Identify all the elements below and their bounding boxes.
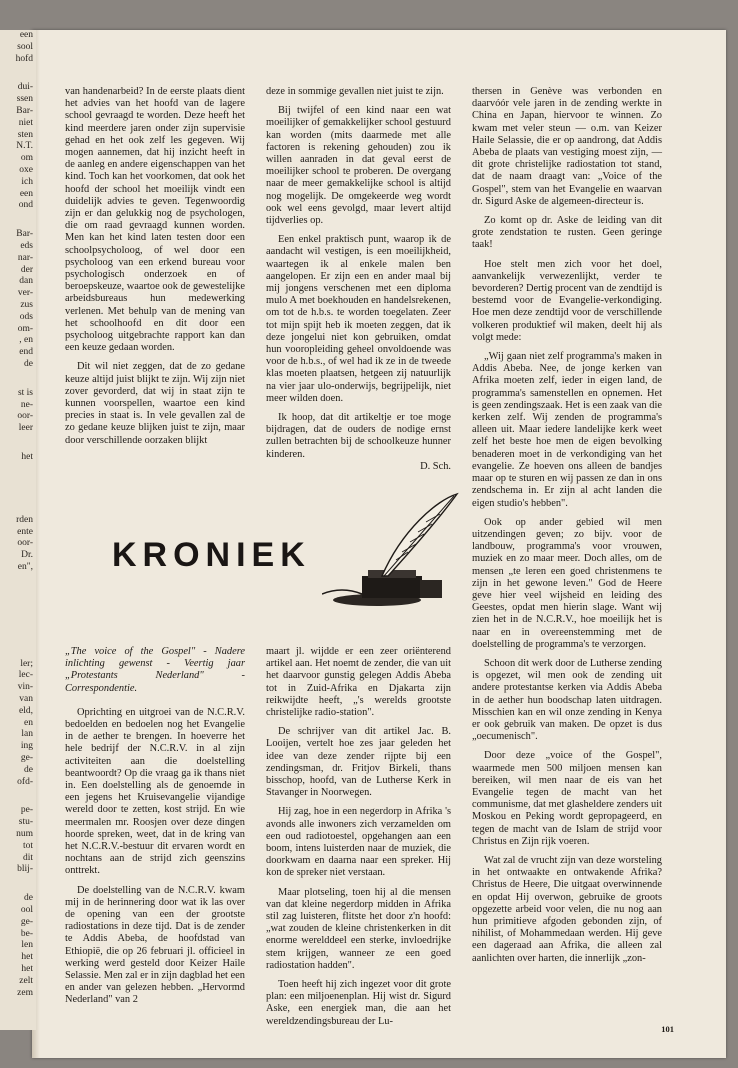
previous-page-fragment	[0, 371, 36, 388]
article-signature: D. Sch.	[420, 460, 451, 472]
previous-page-fragment	[0, 212, 36, 229]
previous-page-fragment: rden	[16, 514, 33, 525]
section-heading: KRONIEK	[112, 536, 311, 574]
previous-page-fragment: niet	[18, 117, 33, 128]
previous-page-fragment: sten	[17, 129, 33, 140]
previous-page-fragment: ver-	[17, 288, 33, 299]
previous-page-fragment: vin-	[17, 682, 33, 693]
previous-page-fragment: het	[21, 952, 33, 963]
paragraph: Bij twijfel of een kind naar een wat moeilijker of gemakkelijker school gestuurd kan worden (mits daarmede met alle factoren is rekening gehouden) zou ik willen aanraden in dat geval eerst de moeilijker school te proberen. De overgang naar de meer gemakkelijke school is altijd nog mogelijk. De omgekeerde weg wordt ook wel eens gevolgd, maar levert altijd tijdverlies op.	[266, 105, 451, 227]
quill-inkwell-icon	[322, 490, 462, 610]
previous-page-fragment	[0, 642, 36, 659]
paragraph: Toen heeft hij zich ingezet voor dit grote plan: een miljoenenplan. Hij wist dr. Sigurd Aske, een energiek man, die aan het wereldzendingsbureau der Lu-	[266, 979, 451, 1027]
previous-page-fragment: een	[19, 188, 33, 199]
previous-page-fragment: ing	[20, 741, 33, 752]
previous-page-fragment: en",	[17, 561, 33, 572]
paragraph: Ik hoop, dat dit artikeltje er toe moge bijdragen, dat de ouders de nodige ernst zullen betrachten bij de schoolkeuze hunner kinderen.	[266, 412, 451, 460]
previous-page-fragment: end	[19, 347, 33, 358]
previous-page-fragment: lan	[21, 729, 33, 740]
previous-page-fragment: len	[21, 940, 33, 951]
previous-page-fragment	[0, 591, 36, 608]
previous-page-fragment: tot	[22, 840, 33, 851]
previous-page-fragment: pe-	[20, 805, 33, 816]
previous-page-fragment	[0, 625, 36, 642]
previous-page-fragment: ool	[20, 905, 33, 916]
previous-page-fragment: hofd	[15, 53, 33, 64]
previous-page-fragment: ssen	[16, 94, 33, 105]
article-column-3	[472, 86, 662, 965]
paragraph: Oprichting en uitgroei van de N.C.R.V. bedoelden en bedoelen nog het Evangelie in de aether te brengen. In hoeverre het hele bedrijf der N.C.R.V. in al zijn activiteiten aan die doelstelling beantwoordt? Op die vraag ga ik thans niet in. Een doelstelling als de genoemde in een jegens het Kruisevangelie vijandige wereld door te zetten, kost strijd. En wie meermalen mr. Roosjen over deze dingen hoorde spreken, weet, dat in de kring van het N.C.R.V.-bestuur dit ervaren wordt en nochtans aan de strijd zich geenszins onttrekt.	[65, 706, 245, 877]
previous-page-fragment: ne-	[20, 399, 33, 410]
previous-page-fragment: zelt	[19, 975, 33, 986]
previous-page-fragment: het	[21, 451, 33, 462]
previous-page-fragment: leer	[18, 423, 33, 434]
previous-page-fragment: ods	[19, 311, 33, 322]
previous-page-fragment: ler;	[20, 658, 33, 669]
previous-page-fragment: en	[24, 717, 33, 728]
previous-page-fragment: blij-	[17, 864, 33, 875]
previous-page-fragment: van	[19, 694, 33, 705]
previous-page-fragment: num	[16, 829, 33, 840]
previous-page-fragment: sool	[17, 41, 33, 52]
previous-page-fragment	[0, 435, 36, 452]
previous-page-fragment: ente	[17, 526, 33, 537]
previous-page-fragment: om	[20, 153, 33, 164]
previous-page-fragment: dui-	[17, 82, 33, 93]
paragraph: van handenarbeid? In de eerste plaats dient het advies van het hoofd van de lagere school gevraagd te worden. Deze heeft het kind meerdere jaren onder zijn supervisie gehad en het ook zelf les gegeven. Wij mogen aannemen, dat hij inzicht heeft in de aanleg en andere eigenschappen van het kind. Toch kan het voorkomen, dat ook het hoofd der school het moeilijk vindt een duidelijk advies te geven. Tegenwoordig zijn er dan gelukkig nog de psychologen, die om raad gevraagd kunnen worden. Men kan het kind laten testen door een schoolpsycholoog, of wel door een psycholoog van een erkend bureau voor psychologisch onderzoek en of beroepskeuze, waartoe ook de gewestelijke arbeidsbureaus hun medewerking verlenen. Met behulp van de mening van het schoolhoofd en dit door een psycholoog uitgebrachte rapport kan dan een keuze gedaan worden.	[65, 86, 245, 354]
paragraph: Hij zag, hoe in een negerdorp in Afrika 's avonds alle inwoners zich verzamelden om een oud radiotoestel, opgehangen aan een boom, intens luisterden naar de muziek, die doorkwam en daarna naar een spreker. Hij kon de spreker niet verstaan.	[266, 806, 451, 879]
paragraph: thersen in Genève was verbonden en daarvóór vele jaren in de zending werkte in China en Japan, hiervoor te winnen. Zo kwam met veler steun — o.m. van Keizer Haile Selassie, die er op aandrong, dat Addis Abeba de plaats van vestiging moest zijn, — dit grote christelijke radiostation tot stand, dat de naam draagt van: „Voice of the Gospel", stem van het Evangelie en waarvan dr. Sigurd Aske de algemeen-directeur is.	[472, 86, 662, 207]
page-number: 101	[661, 1024, 674, 1034]
previous-page-fragment: ofd-	[17, 776, 33, 787]
paragraph: Dit wil niet zeggen, dat de zo gedane keuze altijd juist blijkt te zijn. Wij zijn niet zover gevorderd, dat wij in staat zijn te kunnen voorspellen, waartoe een kind precies in staat is. In vele gevallen zal de zo gedane keuze blijken juist te zijn, maar door verschillende oorzaken blijkt	[65, 361, 245, 446]
previous-page-fragment	[0, 608, 36, 625]
previous-page-fragment: dit	[22, 852, 33, 863]
previous-page-fragment: Dr.	[21, 550, 33, 561]
previous-page-edge	[0, 30, 36, 1030]
previous-page-fragment: oor-	[17, 411, 33, 422]
previous-page-fragment: de	[24, 893, 33, 904]
magazine-page	[32, 30, 726, 1058]
previous-page-fragment: het	[21, 964, 33, 975]
paragraph: Door deze „voice of the Gospel", waarmede men 500 miljoen mensen kan bereiken, wil men naar de eis van het Evangelie tegen de macht van het communisme, dat met glasheldere zenders uit Moskou en Peking wordt gepropageerd, en tegen de macht van de Islam de strijd voor Christus en Zijn rijk voeren.	[472, 750, 662, 847]
previous-page-fragment: ge-	[20, 753, 33, 764]
article-column-2-bottom	[266, 646, 451, 1028]
previous-page-fragment: be-	[20, 928, 33, 939]
article-intro: „The voice of the Gospel" - Nadere inlichting gewenst - Veertig jaar „Protestants Nederland" - Correspondentie.	[65, 646, 245, 694]
paragraph: Schoon dit werk door de Lutherse zending is opgezet, wil men ook de zending uit andere protestantse kerken via Addis Abeba in de aether hun boodschap laten uitdragen. Misschien kan en wil onze zending in Kenya er ook gebruik van maken. De opzet is dus „oecumenisch".	[472, 657, 662, 743]
previous-page-fragment	[0, 876, 36, 893]
paragraph: Wat zal de vrucht zijn van deze worsteling in het ontwaakte en ontwakende Afrika? Christus de Heere, Die uitgaat overwinnende en opdat Hij overwon, gebruike de groots opgezette arbeid voor velen, die nu nog aan hun primitieve afgoden gebonden zijn, of nihilist, of Mohammedaan werden. Hij geve een dageraad aan Afrika, die alleen zal aanlichten over harten, die innerlijk „zon-	[472, 854, 662, 964]
previous-page-fragment: ond	[18, 200, 33, 211]
previous-page-fragment: de	[24, 358, 33, 369]
article-column-1-top	[65, 86, 245, 447]
paragraph: Een enkel praktisch punt, waarop ik de aandacht wil vestigen, is een moeilijkheid, waartegen ik al enkele malen ben aangelopen. Er zijn een en ander maal bij mij jongens verschenen met een diploma mulo A met boekhouden en handelsrekenen, om tot de h.b.s. te worden toegelaten. Zeer tot mijn spijt heb ik moeten zeggen, dat ik deze jongelui niet kon gebruiken, omdat hun vooropleiding geheel onvoldoende was voor de h.b.s., of wel had ik ze in de tweede klas moeten plaatsen, hetgeen zij natuurlijk na vier jaar ulo-onderwijs, begrijpelijk, niet meer wilden doen.	[266, 234, 451, 404]
previous-page-fragment: Bar-	[16, 229, 33, 240]
previous-page-fragment	[0, 574, 36, 591]
previous-page-fragment: om-	[17, 323, 33, 334]
previous-page-fragment: de	[24, 764, 33, 775]
paragraph: maart jl. wijdde er een zeer oriënterend artikel aan. Het noemt de zender, die van uit het daarvoor gunstig gelegen Addis Abeba tot in Zuid-Afrika en Djakarta zijn reikwijdte heeft, „'s werelds grootste christelijke radio-station".	[266, 646, 451, 719]
previous-page-fragment: eds	[20, 240, 33, 251]
previous-page-fragment: zem	[17, 987, 33, 998]
previous-page-fragment: st is	[17, 387, 33, 398]
previous-page-fragment: zus	[20, 299, 33, 310]
previous-page-fragment	[0, 65, 36, 82]
previous-page-fragment: Bar-	[16, 105, 33, 116]
paragraph: Hoe stelt men zich voor het doel, aanvankelijk verwezenlijkt, verder te bevorderen? Dertig procent van de zendtijd is bestemd voor de Evangelie-verkondiging. Hoe men deze zendtijd voor de verschillende volkeren produktief wil maken, deelt hij als volgt mede:	[472, 258, 662, 343]
previous-page-fragment: eld,	[19, 705, 33, 716]
previous-page-fragment: stu-	[18, 817, 33, 828]
paragraph: Zo komt op dr. Aske de leiding van dit grote zendstation te rusten. Geen geringe taak!	[472, 215, 662, 251]
paragraph: Ook op ander gebied wil men uitzendingen geven; zo bijv. voor de landbouw, programma's voor vrouwen, muziek en zo maar meer. Doch alles, om de mensen „te leren een goed christenmens te zijn in het gewone leven." God de Heere geve hier veel wijsheid en leiding des Geestes, opdat men hierin slage. Want wij zien het in de N.C.R.V., hoe moeilijk het is naar en in overeenstemming met de doelstelling de programma's te verzorgen.	[472, 516, 662, 650]
previous-page-fragment: oor-	[17, 538, 33, 549]
paragraph: „Wij gaan niet zelf programma's maken in Addis Abeba. Nee, de jonge kerken van Afrika moeten zelf, ieder in eigen land, de programma's samenstellen en opnemen. Het is geen zendingszaak. Het is een zaak van die kerken zelf. Wij zenden de programma's alleen uit. Maar iedere landelijke kerk weet zelf het beste hoe men de eigen bevolking benaderen moet in de verkondiging van het evangelie. Ze hoeven ons alleen de bandjes maar op te sturen en wij passen ze dan in ons zendschema in. Er zijn al acht landen die eigen studio's hebben".	[472, 351, 662, 509]
previous-page-fragment: dan	[19, 276, 33, 287]
article-column-2-top	[266, 86, 451, 473]
previous-page-fragment: ich	[21, 176, 33, 187]
paragraph: De schrijver van dit artikel Jac. B. Looijen, vertelt hoe zes jaar geleden het idee van deze zender rijpte bij een zendingsman, dr. Fritjov Birkeli, thans bisschop, hoofd, van de Lutherse Kerk in Stavanger in Noorwegen.	[266, 726, 451, 799]
previous-page-fragment	[0, 498, 36, 515]
previous-page-fragment: een	[19, 30, 33, 40]
previous-page-fragment: ge-	[20, 916, 33, 927]
previous-page-fragment	[0, 788, 36, 805]
paragraph: deze in sommige gevallen niet juist te zijn.	[266, 86, 444, 97]
paragraph: De doelstelling van de N.C.R.V. kwam mij in de herinnering door wat ik las over de opening van een der grootste radiostations in deze tijd. Dat is de zender te Addis Abeba, de hoofdstad van Ethiopië, die op 26 februari jl. officieel in werking werd gesteld door Keizer Haile Selassie. Men zal er in zijn dagblad het een en ander van gelezen hebben. „Hervormd Nederland" van 2	[65, 884, 245, 1006]
previous-page-fragment	[0, 481, 36, 498]
previous-page-fragment: der	[20, 264, 33, 275]
previous-page-fragment: oxe	[19, 164, 33, 175]
paragraph: Maar plotseling, toen hij al die mensen van dat kleine negerdorp midden in Afrika stil zag luisteren, flitste het door z'n hoofd: „wat zouden de kleine christenkerken in dit enorme werelddeel een sterke, invloedrijke stem krijgen, wanneer ze een goed radiostation hadden".	[266, 886, 451, 971]
previous-page-fragment: nar-	[17, 252, 33, 263]
previous-page-fragment: N.T.	[16, 141, 33, 152]
previous-page-fragment: lec-	[18, 670, 33, 681]
previous-page-fragment	[0, 464, 36, 481]
article-column-1-bottom	[65, 646, 245, 1007]
previous-page-fragment: , en	[19, 335, 33, 346]
